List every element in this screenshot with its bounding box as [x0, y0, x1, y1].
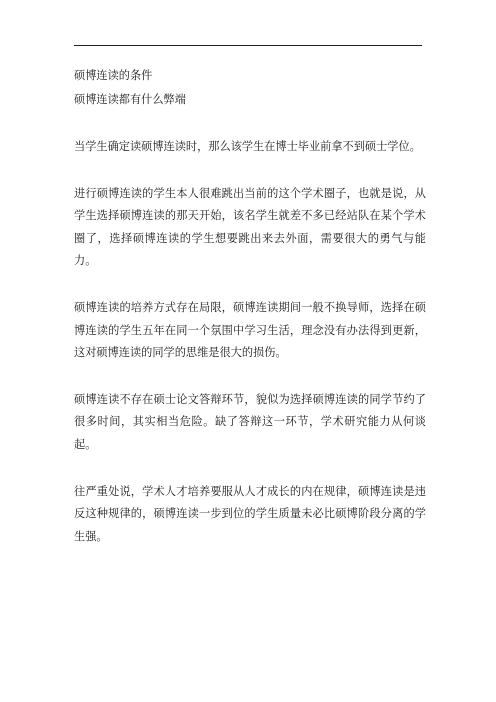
document-body — [74, 64, 426, 548]
paragraph-1: 当学生确定读硕博连读时，那么该学生在博士毕业前拿不到硕士学位。 — [74, 140, 421, 153]
paragraph-2: 进行硕博连读的学生本人很难跳出当前的这个学术圈子，也就是说，从学生选择硕博连读的那天开始，该名学生就差不多已经站队在某个学术圈了，选择硕博连读的学生想要跳出来去外面，需要很大的勇气与能力。 — [74, 186, 426, 268]
header-rule — [74, 45, 422, 46]
paragraph-3: 硕博连读的培养方式存在局限，硕博连读期间一般不换导师，选择在硕博连读的学生五年在同一个氛围中学习生活，理念没有办法得到更新，这对硕博连读的同学的思维是很大的损伤。 — [74, 300, 426, 360]
paragraph-4: 硕博连读不存在硕士论文答辩环节，貌似为选择硕博连读的同学节约了很多时间，其实相当危险。缺了答辩这一环节，学术研究能力从何谈起。 — [74, 392, 426, 451]
section-heading: 硕博连读的条件 — [74, 69, 153, 82]
section-subheading: 硕博连读都有什么弊端 — [74, 93, 186, 106]
paragraph-5: 往严重处说，学术人才培养要服从人才成长的内在规律，硕博连读是违反这种规律的，硕博连读一步到位的学生质量未必比硕博阶段分离的学生强。 — [74, 484, 426, 543]
